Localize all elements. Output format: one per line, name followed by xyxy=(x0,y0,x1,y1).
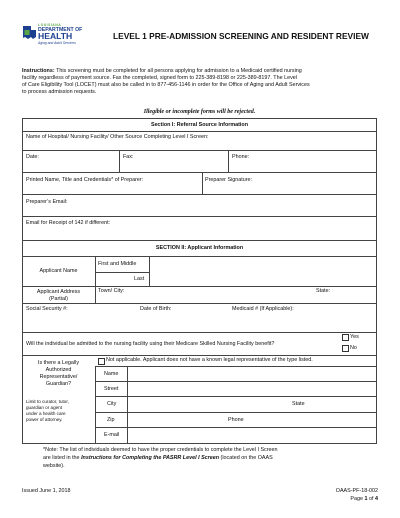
rejection-notice: Illegible or incomplete forms will be rejected. xyxy=(143,109,256,115)
rep-note-2: guardian or agent xyxy=(26,405,63,410)
medicaid-label: Medicaid # (If Applicable): xyxy=(232,306,294,312)
state-label: State: xyxy=(316,288,331,294)
rep-street-label: Street xyxy=(104,386,119,392)
not-applicable-label: Not applicable. Applicant does not have a known legal representative of the type listed. xyxy=(106,357,313,363)
section1-title: Section I: Referral Source Information xyxy=(150,122,249,128)
applicant-address-label: Applicant Address xyxy=(36,289,81,295)
rep-name-label: Name xyxy=(104,371,119,377)
medicare-no-label: No xyxy=(350,345,357,351)
rep-email-label: E-mail xyxy=(104,432,120,438)
applicant-name-label: Applicant Name xyxy=(39,268,78,274)
medicare-no-checkbox[interactable] xyxy=(342,345,349,352)
instructions-line2: facility regardless of payment source. Fax the completed, signed form to 225-389-8198 or 225-389-8197. The Level xyxy=(22,75,297,81)
logo-office: Aging and Adult Services xyxy=(38,41,76,45)
logo-agency: HEALTH xyxy=(38,31,73,41)
page-title: LEVEL 1 PRE-ADMISSION SCREENING AND RESIDENT REVIEW xyxy=(113,31,369,41)
not-applicable-checkbox[interactable] xyxy=(98,358,105,365)
applicant-address-partial: (Partial) xyxy=(49,295,68,302)
hospital-field[interactable] xyxy=(23,141,375,149)
instructions-label: Instructions: xyxy=(22,68,55,74)
hospital-label: Name of Hospital/ Nursing Facility/ Other Source Completing Level I Screen: xyxy=(26,134,209,140)
rep-question-1: Is there a Legally xyxy=(37,360,80,366)
date-label: Date: xyxy=(26,154,39,160)
rep-question-4: Guardian? xyxy=(45,381,72,387)
preparer-email-label: Preparer’s Email: xyxy=(26,199,68,205)
rep-question-2: Authorized xyxy=(45,367,72,373)
note-line2-pre: are listed in the xyxy=(43,455,82,461)
logo-state: LOUISIANA xyxy=(38,23,62,27)
medicare-yes-checkbox[interactable] xyxy=(342,334,349,341)
instructions-line1: This screening must be completed for all persons applying for admission to a Medicaid certified nursing xyxy=(56,68,302,74)
instructions-line3: of Care Eligibility Tool (LOCET) must also be called in to 877-456-1146 in order for the Office of Aging and Adult Services xyxy=(22,82,310,88)
logo-dept: DEPARTMENT OF xyxy=(38,27,83,33)
rep-note-1: Limit to curator, tutor, xyxy=(26,399,69,404)
louisiana-state-logo-icon xyxy=(22,25,37,40)
last-name-label: Last xyxy=(134,276,145,282)
note-line1: *Note: The list of individuals deemed to have the proper credentials to complete the Level I Screen xyxy=(43,447,278,453)
town-city-label: Town/ City: xyxy=(98,288,125,294)
instructions-line4: to process admission requests. xyxy=(22,89,97,95)
ssn-label: Social Security #: xyxy=(26,306,68,312)
issued-date: Issued June 1, 2018 xyxy=(22,488,71,494)
dob-label: Date of Birth: xyxy=(140,306,172,312)
fax-label: Fax: xyxy=(123,154,134,160)
section2-title: SECTION II: Applicant Information xyxy=(155,245,244,251)
receipt-email-label: Email for Receipt of 142 if different: xyxy=(26,220,111,226)
rep-note-3: under a health care xyxy=(26,411,66,416)
rep-zip-label: Zip xyxy=(107,417,115,423)
phone-label: Phone: xyxy=(232,154,250,160)
medicare-yes-label: Yes xyxy=(350,334,359,340)
preparer-signature-label: Preparer Signature: xyxy=(205,177,253,183)
medicare-question: Will the individual be admitted to the nursing facility using their Medicare Skilled Nursing Facility benefit? xyxy=(26,341,275,347)
page-number: Page 1 of 4 xyxy=(350,496,378,502)
note-line3: website). xyxy=(43,463,65,469)
preparer-name-label: Printed Name, Title and Credentials* of Preparer: xyxy=(26,177,144,183)
rep-note-4: power of attorney. xyxy=(26,417,63,422)
rep-state-label: State xyxy=(292,401,305,407)
rep-phone-label: Phone xyxy=(228,417,244,423)
rep-city-label: City xyxy=(107,401,117,407)
rep-question-3: Representative/ xyxy=(39,374,78,380)
form-id: OAAS-PF-18-002 xyxy=(335,488,378,494)
note-line2-post: (located on the OAAS xyxy=(219,455,273,461)
note-instructions-title: Instructions for Completing the PASRR Level I Screen xyxy=(81,455,220,461)
first-middle-label: First and Middle xyxy=(98,261,137,267)
